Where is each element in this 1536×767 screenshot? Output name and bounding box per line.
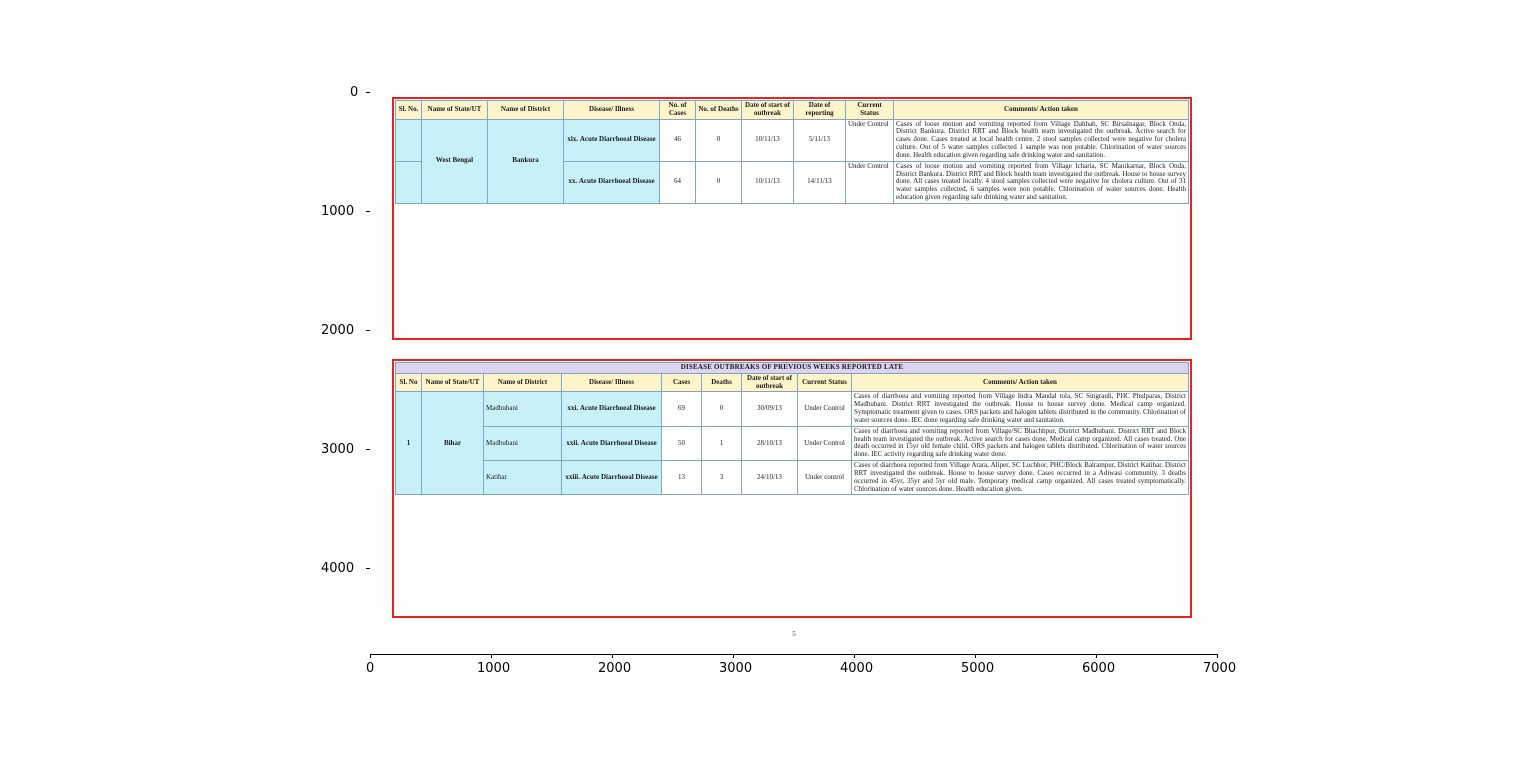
cell-report-date: 14/11/13 <box>794 161 846 203</box>
xtick-label-6: 6000 <box>1082 661 1116 676</box>
cell-comments: Cases of diarrhoea and vomiting reported from Village/SC Bhachhpur, District Madhubani. District RRT and Block health team investigated the outbreak. Active search for cases done. Medical camp organized. All cases treated. One death occurred in 15yr old female child. ORS packets and halogen tablets distributed. Chlorination of water sources done. IEC activity regarding safe drinking water done. <box>852 426 1189 460</box>
th-disease: Disease/ Illness <box>562 373 662 392</box>
cell-report-date: 5/11/13 <box>794 119 846 161</box>
th-state: Name of State/UT <box>422 101 488 120</box>
cell-disease <box>562 426 662 460</box>
ytick-label-1: 1000 <box>321 204 355 219</box>
cell-cases: 46 <box>660 119 696 161</box>
th-start-date: Date of start of outbreak <box>742 373 798 392</box>
th-cases: Cases <box>662 373 702 392</box>
disease-label: Acute Diarrhoeal Disease <box>580 438 657 447</box>
current-week-outbreak-table-box <box>392 97 1192 340</box>
cell-disease <box>562 461 662 495</box>
cell-state: Bihar <box>422 392 484 495</box>
xtick-label-5: 5000 <box>961 661 995 676</box>
xtick-7 <box>1217 654 1218 658</box>
disease-index: xxiii. <box>565 472 580 481</box>
xtick-2 <box>612 654 613 658</box>
cell-cases: 64 <box>660 161 696 203</box>
ytick-label-4: 4000 <box>321 561 355 576</box>
cell-sl-no <box>396 161 422 203</box>
th-sl-no: Sl. No. <box>396 101 422 120</box>
xtick-label-4: 4000 <box>840 661 874 676</box>
th-district: Name of District <box>484 373 562 392</box>
th-comments: Comments/ Action taken <box>894 101 1189 120</box>
xtick-6 <box>1096 654 1097 658</box>
cell-comments: Cases of loose motion and vomiting reported from Village Dahhah, SC Birsalnagar, Block Onda, District Bankura. District RRT and Block health team investigated the outbreak. Active search for cases done. Cases treated at local health centre. 2 stool samples collected were negative for cholera culture. Out of 5 water samples collected 1 sample was non potable. Chlorination of water sources done. Health education given regarding safe drinking water and sanitation. <box>894 119 1189 161</box>
th-report-date: Date of reporting <box>794 101 846 120</box>
previous-weeks-outbreak-table <box>395 362 1189 495</box>
disease-label: Acute Diarrhoeal Disease <box>579 135 656 144</box>
cell-district: Madhubani <box>484 392 562 426</box>
xtick-label-0: 0 <box>366 661 375 676</box>
cell-cases: 50 <box>662 426 702 460</box>
cell-start-date: 10/11/13 <box>742 119 794 161</box>
disease-label: Acute Diarrhoeal Disease <box>578 177 655 186</box>
disease-index: xix. <box>567 135 579 144</box>
table-row <box>396 461 1189 495</box>
th-sl-no: Sl. No <box>396 373 422 392</box>
cell-sl-no <box>396 119 422 161</box>
table-header-row <box>396 101 1189 120</box>
cell-cases: 13 <box>662 461 702 495</box>
cell-district: Katihar <box>484 461 562 495</box>
cell-deaths: 0 <box>696 119 742 161</box>
disease-index: xxii. <box>566 438 580 447</box>
xtick-label-1: 1000 <box>477 661 511 676</box>
disease-label: Acute Diarrhoeal Disease <box>579 404 656 413</box>
xtick-3 <box>733 654 734 658</box>
ytick-label-0: 0 <box>350 85 359 100</box>
page-number: 5 <box>792 630 796 638</box>
cell-deaths: 3 <box>702 461 742 495</box>
disease-index: xx. <box>568 177 578 186</box>
xtick-5 <box>975 654 976 658</box>
xtick-1 <box>491 654 492 658</box>
cell-status: Under Control <box>798 426 852 460</box>
cell-district: Madhubani <box>484 426 562 460</box>
cell-deaths: 0 <box>696 161 742 203</box>
cell-deaths: 0 <box>702 392 742 426</box>
cell-cases: 69 <box>662 392 702 426</box>
cell-disease <box>562 392 662 426</box>
cell-comments: Cases of loose motion and vomiting reported from Village Icharia, SC Manikarnar, Block Onda, District Bankura. District RRT and Block health team investigated the outbreak. House to house survey done. All cases treated locally. 4 stool samples collected were negative for cholera culture. Out of 31 water samples collected, 6 samples were non potable. Chlorination of water sources done. Health education given regarding safe drinking water and sanitation. <box>894 161 1189 203</box>
cell-status: Under Control <box>846 161 894 203</box>
th-deaths: No. of Deaths <box>696 101 742 120</box>
axis-bottom <box>370 654 1218 655</box>
th-state: Name of State/UT <box>422 373 484 392</box>
section-banner: DISEASE OUTBREAKS OF PREVIOUS WEEKS REPORTED LATE <box>396 363 1189 374</box>
table-header-row <box>396 373 1189 392</box>
previous-weeks-outbreak-table-box <box>392 359 1192 618</box>
cell-start-date: 28/10/13 <box>742 426 798 460</box>
xtick-4 <box>854 654 855 658</box>
document-image <box>370 92 1218 654</box>
cell-status: Under control <box>798 461 852 495</box>
cell-start-date: 10/11/13 <box>742 161 794 203</box>
cell-start-date: 30/09/13 <box>742 392 798 426</box>
cell-state: West Bengal <box>422 119 488 203</box>
th-status: Current Status <box>846 101 894 120</box>
th-cases: No. of Cases <box>660 101 696 120</box>
disease-index: xxi. <box>567 404 579 413</box>
cell-disease <box>564 161 660 203</box>
xtick-label-7: 7000 <box>1203 661 1237 676</box>
ytick-label-3: 3000 <box>321 442 355 457</box>
disease-label: Acute Diarrhoeal Disease <box>581 472 658 481</box>
th-comments: Comments/ Action taken <box>852 373 1189 392</box>
current-week-outbreak-table <box>395 100 1189 204</box>
banner-row <box>396 363 1189 374</box>
th-status: Current Status <box>798 373 852 392</box>
ytick-label-2: 2000 <box>321 323 355 338</box>
th-deaths: Deaths <box>702 373 742 392</box>
table-row <box>396 119 1189 161</box>
cell-district: Bankura <box>488 119 564 203</box>
cell-disease <box>564 119 660 161</box>
th-start-date: Date of start of outbreak <box>742 101 794 120</box>
cell-deaths: 1 <box>702 426 742 460</box>
xtick-label-3: 3000 <box>719 661 753 676</box>
cell-status: Under Control <box>798 392 852 426</box>
cell-status: Under Control <box>846 119 894 161</box>
cell-sl-no: 1 <box>396 392 422 495</box>
xtick-label-2: 2000 <box>598 661 632 676</box>
cell-comments: Cases of diarrhoea and vomiting reported from Village Indra Mandal tola, SC Singrauli, PHC Phulparas, District Madhubani. District RRT investigated the outbreak. House to house survey done. Medical camp organized. Symptomatic treatment given to cases. ORS packets and halogen tablets distributed in the community. Chlorination of water sources done. IEC done regarding safe drinking water and sanitation. <box>852 392 1189 426</box>
cell-start-date: 24/10/13 <box>742 461 798 495</box>
table-row <box>396 392 1189 426</box>
table-row <box>396 426 1189 460</box>
th-disease: Disease/ Illness <box>564 101 660 120</box>
cell-comments: Cases of diarrhoea reported from Village Arara, Aliper, SC Luchhor, PHC/Block Balrampur, District Katihar. District RRT investigated the outbreak. House to house survey done. Cases occurred in a Adiwasi community. 3 deaths occurred in 45yr, 35yr and 5yr old male. Temporary medical camp organized. All cases treated symptomatically. Chlorination of water sources done. Health education given. <box>852 461 1189 495</box>
th-district: Name of District <box>488 101 564 120</box>
xtick-0 <box>370 654 371 658</box>
